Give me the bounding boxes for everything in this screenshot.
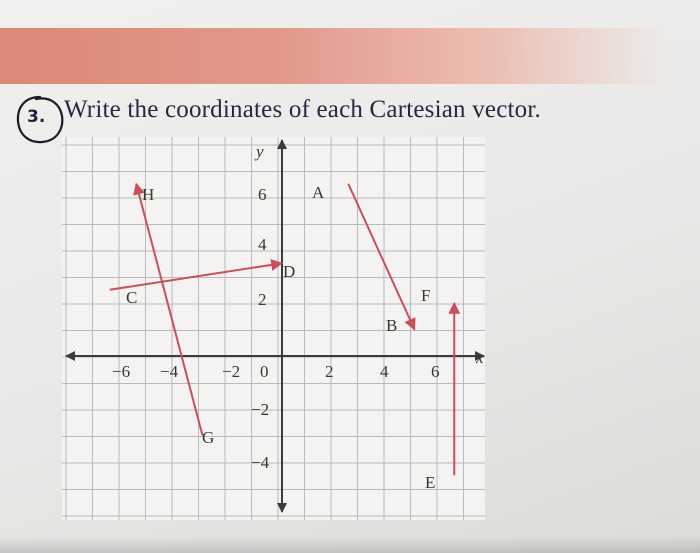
x-axis-label: x (476, 348, 484, 367)
page-shadow (0, 536, 700, 553)
point-label-f: F (421, 286, 431, 305)
x-tick-label: −6 (112, 362, 131, 381)
question-number: 3. (27, 107, 46, 127)
x-tick-label: −2 (222, 362, 241, 381)
x-tick-label: 2 (325, 362, 334, 381)
x-tick-label: 0 (260, 362, 269, 381)
point-label-g: G (202, 428, 215, 447)
point-label-d: D (283, 262, 296, 281)
y-tick-label: 2 (258, 290, 267, 309)
point-label-e: E (425, 473, 436, 492)
y-tick-label: 6 (258, 185, 267, 204)
point-label-b: B (386, 316, 398, 335)
y-tick-label: −2 (251, 400, 270, 419)
y-axis-label: y (256, 142, 264, 161)
y-tick-label: 4 (258, 235, 267, 254)
x-tick-label: 6 (431, 362, 440, 381)
x-tick-label: −4 (160, 362, 179, 381)
point-label-a: A (312, 183, 325, 202)
point-label-h: H (142, 185, 155, 204)
x-tick-label: 4 (380, 362, 389, 381)
point-label-c: C (126, 288, 138, 307)
question-text: Write the coordinates of each Cartesian vector. (64, 96, 541, 123)
y-tick-label: −4 (251, 453, 270, 472)
